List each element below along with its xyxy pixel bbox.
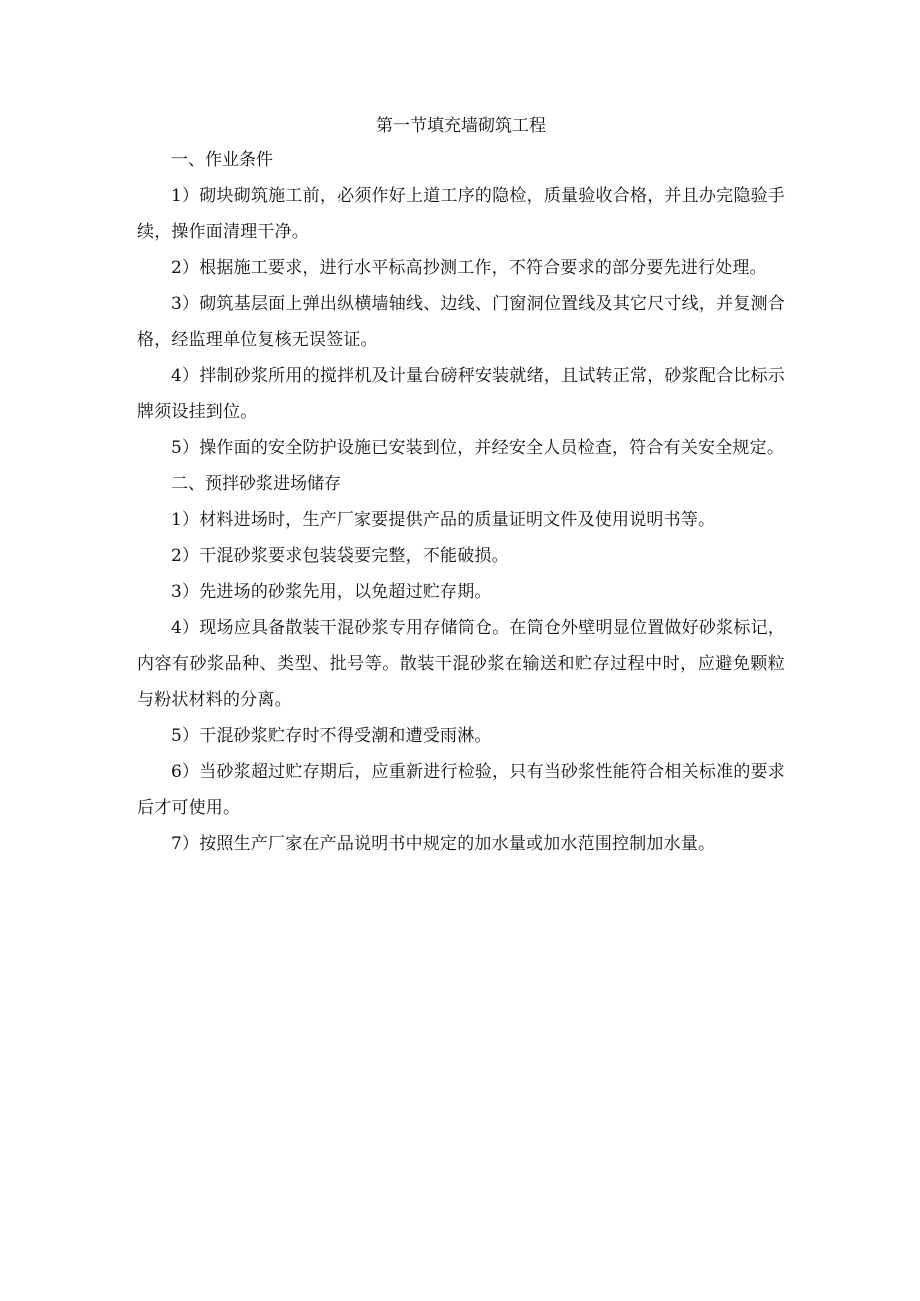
list-item: 2）干混砂浆要求包装袋要完整，不能破损。 — [171, 546, 509, 566]
list-item: 5）干混砂浆贮存时不得受潮和遭受雨淋。 — [171, 726, 492, 746]
list-item: 3）先进场的砂浆先用，以免超过贮存期。 — [171, 582, 492, 602]
list-item: 6）当砂浆超过贮存期后，应重新进行检验，只有当砂浆性能符合相关标准的要求后才可使用。 — [137, 762, 785, 818]
list-item: 2）根据施工要求，进行水平标高抄测工作，不符合要求的部分要先进行处理。 — [171, 258, 767, 278]
list-item: 4）现场应具备散装干混砂浆专用存储筒仓。在筒仓外壁明显位置做好砂浆标记，内容有砂浆品种、类型、批号等。散装干混砂浆在输送和贮存过程中时，应避免颗粒与粉状材料的分离。 — [137, 618, 785, 710]
list-item: 1）砌块砌筑施工前，必须作好上道工序的隐检，质量验收合格，并且办完隐验手续，操作面清理干净。 — [137, 186, 785, 242]
list-item: 1）材料进场时，生产厂家要提供产品的质量证明文件及使用说明书等。 — [171, 510, 716, 530]
page-title: 第一节填充墙砌筑工程 — [376, 116, 546, 136]
list-item: 5）操作面的安全防护设施已安装到位，并经安全人员检查，符合有关安全规定。 — [171, 438, 785, 458]
list-item: 3）砌筑基层面上弹出纵横墙轴线、边线、门窗洞位置线及其它尺寸线，并复测合格，经监理单位复核无误签证。 — [137, 294, 785, 350]
document-body — [137, 112, 785, 862]
list-item: 7）按照生产厂家在产品说明书中规定的加水量或加水范围控制加水量。 — [171, 834, 716, 854]
section-heading-mortar-storage: 二、预拌砂浆进场储存 — [171, 474, 341, 494]
list-item: 4）拌制砂浆所用的搅拌机及计量台磅秤安装就绪，且试转正常，砂浆配合比标示牌须设挂到位。 — [137, 366, 785, 422]
section-heading-work-conditions: 一、作业条件 — [171, 150, 273, 170]
